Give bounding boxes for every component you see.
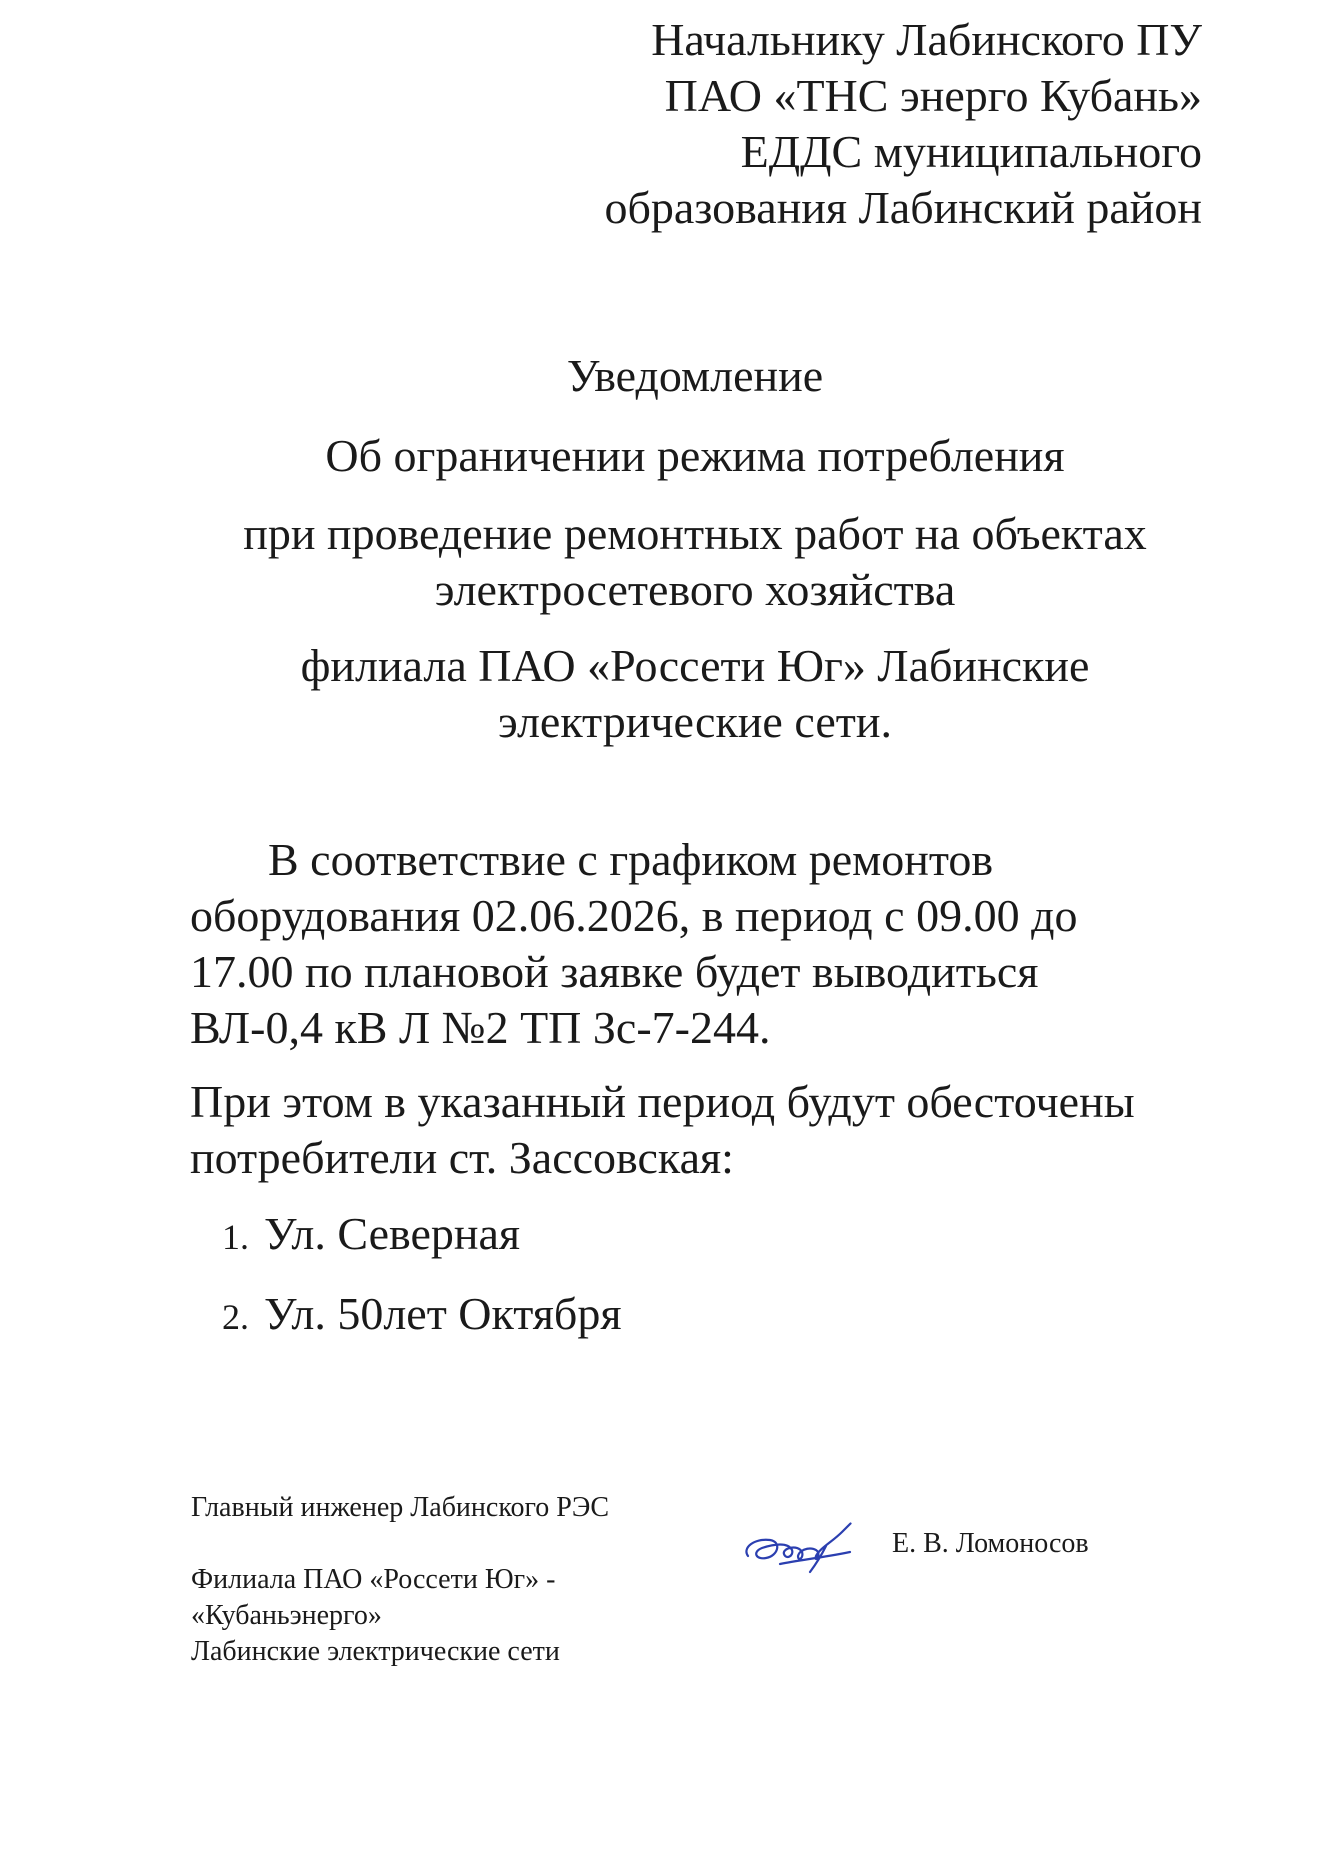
document-subject-branch (0, 638, 1320, 750)
document-subject-repairs (0, 506, 1320, 618)
organization-line: Лабинские электрические сети (191, 1636, 560, 1667)
paragraph-line: ВЛ-0,4 кВ Л №2 ТП Зс-7-244. (190, 1002, 771, 1053)
signer-position: Главный инженер Лабинского РЭС (191, 1492, 610, 1523)
paragraph-line: 17.00 по плановой заявке будет выводиться (190, 946, 1039, 997)
street-list (222, 1206, 622, 1366)
addressee-line: образования Лабинский район (604, 182, 1202, 233)
subject-line: филиала ПАО «Россети Юг» Лабинские (300, 640, 1090, 691)
signer-name: Е. В. Ломоносов (892, 1528, 1089, 1559)
subject-line: электрические сети. (498, 696, 892, 747)
signer-organization (191, 1562, 560, 1670)
document-title: Уведомление (566, 350, 824, 401)
body-paragraph-consumers (190, 1074, 1135, 1186)
addressee-line: ЕДДС муниципального (740, 126, 1202, 177)
list-item (222, 1286, 622, 1345)
list-item-number: 1. (222, 1217, 249, 1257)
organization-line: «Кубаньэнерго» (191, 1600, 382, 1631)
handwritten-signature (740, 1512, 870, 1582)
body-paragraph-schedule (190, 832, 1078, 1056)
paragraph-line: потребители ст. Зассовская: (190, 1132, 734, 1183)
subject-line: электросетевого хозяйства (434, 564, 956, 615)
list-item-label: Ул. Северная (264, 1208, 521, 1259)
paragraph-line: В соответствие с графиком ремонтов (268, 834, 994, 885)
organization-line: Филиала ПАО «Россети Юг» - (191, 1564, 556, 1595)
paragraph-line: оборудования 02.06.2026, в период с 09.00 до (190, 890, 1078, 941)
addressee-line: ПАО «ТНС энерго Кубань» (664, 70, 1202, 121)
list-item (222, 1206, 622, 1265)
addressee-block (604, 12, 1202, 236)
addressee-line: Начальнику Лабинского ПУ (651, 14, 1202, 65)
subject-line: при проведение ремонтных работ на объектах (243, 508, 1147, 559)
list-item-number: 2. (222, 1297, 249, 1337)
paragraph-line: При этом в указанный период будут обесточены (190, 1076, 1135, 1127)
document-subject: Об ограничении режима потребления (325, 430, 1065, 481)
list-item-label: Ул. 50лет Октября (264, 1288, 622, 1339)
